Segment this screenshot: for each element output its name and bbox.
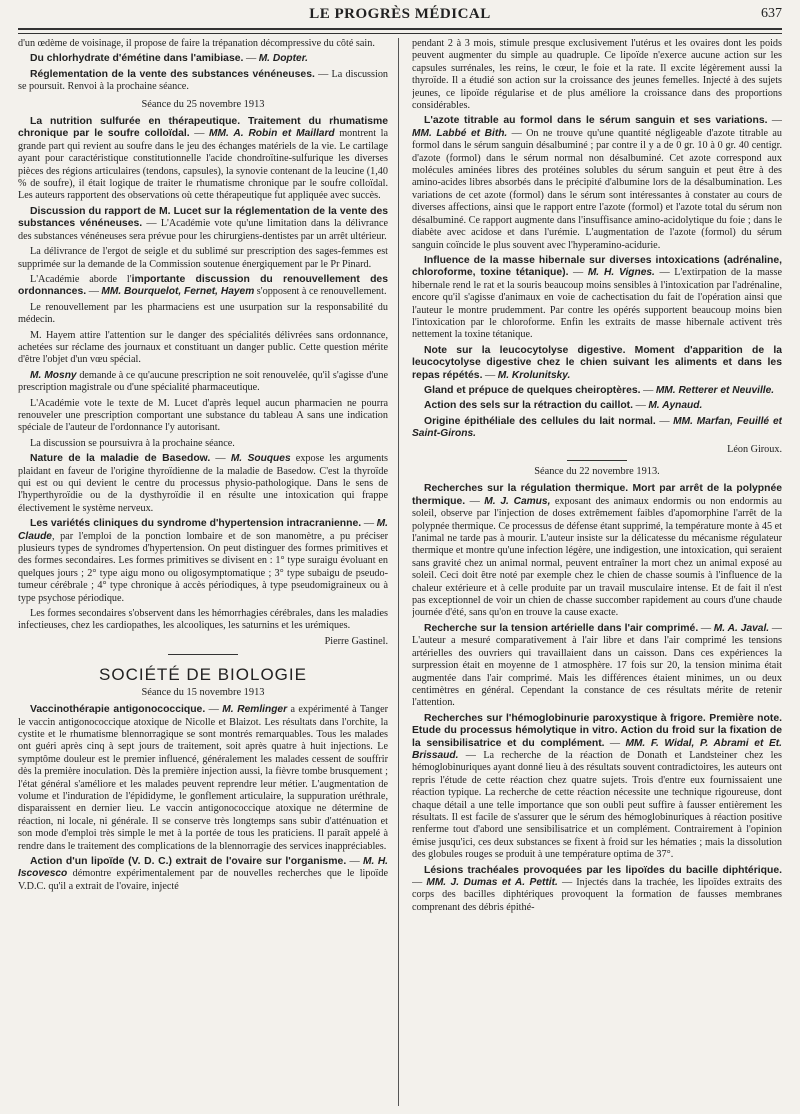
item-heading: Recherches sur la régulation thermique. Mort par arrêt de la polypnée thermique.	[412, 483, 782, 507]
author: MM. Bourquelot, Fernet, Hayem	[101, 286, 255, 298]
item-text: — L'extirpation de la masse hibernale rend le rat et la souris beaucoup moins sensibles à l'intoxication par l'adrénaline, encore qu'il s'agisse d'animaux en voie de cachectisation du fait de l'opération ainsi que l'auteur le montre prudemment. Par contre les opérés supportent beaucoup moins bien l'intoxication par le chloroforme. Enfin les extraits de masse hibernale activent très nettement la toxine tétanique.	[412, 267, 782, 341]
item-heading: Réglementation de la vente des substances vénéneuses.	[30, 68, 315, 80]
paragraph: Lésions trachéales provoquées par les lipoïdes du bacille diphtérique. — MM. J. Dumas et A. Pettit. — Injectés dans la trachée, les lipoïdes extraits des corps des bacilles diphtériques provoquent la formation de fausses membranes comprenant des débris épithé-	[412, 864, 782, 913]
item-heading: L'azote titrable au formol dans le sérum sanguin et ses variations.	[424, 115, 768, 127]
item-text: montrent la grande part qui revient au soufre dans le jeu des échanges matériels de la vie. Le cartilage ayant pour caractéristique constitutionnelle l'acide chondroïtine-sulfurique les diverses pièces des régions articulaires (tendons, capsules), la synovie contenant de la leucine (1,40 % de soufre), il était logique de traiter le rhumatisme chronique par le soufre colloïdal. Les auteurs rapportent des observations où cette thérapeutique fut appliquée avec succès.	[18, 128, 388, 202]
author: MM. Retterer et Neuville.	[655, 384, 775, 396]
paragraph: Les variétés cliniques du syndrome d'hypertension intracranienne. — M. Claude, par l'emploi de la ponction lombaire et de son manomètre, a pu préciser plusieurs types de syndromes d'hypertension. On peut distinguer des formes primitives et des formes secondaires. Les formes primitives se divisent en : 1° type suraigu évoluant en quelques jours ; 2° type aigu mono ou oligosymptomatique ; 3° type subaigu de pseudo-tumeur cérébrale ; 4° type chronique à accès périodiques, à type pseudomigraineux ou à type psychose périodique.	[18, 518, 388, 604]
item-heading: Recherches sur l'hémoglobinurie paroxystique à frigore. Première note. Etude du processus hémolytique in vitro. Action du froid sur la fixation de la sensibilisatrice et du complément.	[412, 712, 782, 749]
paragraph: La nutrition sulfurée en thérapeutique. Traitement du rhumatisme chronique par le soufre colloïdal. — MM. A. Robin et Maillard montrent la grande part qui revient au soufre dans le jeu des échanges matériels de la vie. Le cartilage ayant pour caractéristique constitutionnelle l'acide chondroïtine-sulfurique les diverses pièces des régions articulaires (tendons, capsules), la synovie contenant de la leucine (1,40 % de soufre), il était logique de traiter le rhumatisme chronique par le soufre colloïdal. Les auteurs rapportent des observations où cette thérapeutique fut appliquée avec succès.	[18, 116, 388, 202]
left-column	[18, 38, 388, 1108]
item-text: — Injectés dans la trachée, les lipoïdes extraits des corps des bacilles diphtériques provoquent la formation de fausses membranes comprenant des débris épithé-	[412, 877, 782, 913]
author: MM. Marfan, Feuillé et Saint-Girons.	[412, 415, 782, 440]
item-heading: Les variétés cliniques du syndrome d'hypertension intracranienne.	[30, 518, 362, 530]
paragraph: Recherche sur la tension artérielle dans l'air comprimé. — M. A. Javal. — L'auteur a mesuré comparativement à l'air libre et dans l'air comprimé les tensions artérielles des ouvriers qui travaillaient dans un caisson. Dans ces expériences la surpression était en moyenne de 1 atmosphère. 17 fois sur 20, la tension minima était augmentée dans l'air comprimé. Mais les différences étaient minimes, un ou deux centimètres en général. Cependant la constance de ces résultats mérite de retenir l'attention.	[412, 622, 782, 709]
item-heading: Note sur la leucocytolyse digestive. Moment d'apparition de la leucocytolyse digestive chez le chien suivant les aliments et dans les repas répétés.	[412, 344, 782, 381]
item-text: — La recherche de la réaction de Donath et Landsteiner chez les hémoglobinuriques ayant donné lieu à des résultats souvent contradictoires, les auteurs ont repris l'étude de cette réaction chez quatre sujets. Trois d'entre eux fournissaient une réaction typique. La recherche de cette réaction nécessite une technique rigoureuse, dont chaque détail a une telle importance que son oubli peut suffire à fausser entièrement les résultats. Il est facile de s'assurer que le sérum des hémoglobinuriques à réaction positive renferme tout d'abord une sensibilisatrice et un complément. Contrairement à l'opinion émise jusqu'ici, ces deux substances se fixent à froid sur les hématies ; mais la dissolution des globules rouges se produit à une température optima de 37°.	[412, 749, 782, 861]
paragraph: Recherches sur la régulation thermique. Mort par arrêt de la polypnée thermique. — M. J. Camus, exposant des animaux endormis ou non endormis au soleil, observe par l'injection de doses extrêmement faibles d'apomorphine l'arrêt de la polypnée thermique. Ce processus de défense étant supprimé, la température monte à 45 et l'animal ne tarde pas à mourir. L'auteur insiste sur la délicatesse du mécanisme régulateur thermique et montre qu'une infection légère, une indigestion, une intoxication, qui seraient sans gravité chez un animal normal, peuvent entraîner la mort chez un animal exposé au soleil. Ceci doit être noté par exemple chez le chien de chasse soumis à l'influence de la chaleur extérieure et à celle produite par un travail musculaire intense. Et de fait il n'est pas exceptionnel de voir un chien de chasse succomber rapidement au cours d'une chaude journée d'été, sans qu'on en trouve la cause exacte.	[412, 483, 782, 619]
paragraph: Action d'un lipoïde (V. D. C.) extrait de l'ovaire sur l'organisme. — M. H. Iscovesco démontre expérimentalement par de nouvelles recherches que le lipoïde V.D.C. qu'il a extrait de l'ovaire, injecté	[18, 855, 388, 892]
author: M. H. Iscovesco	[18, 855, 388, 880]
author: M. Souques	[230, 453, 291, 465]
paragraph: Du chlorhydrate d'émétine dans l'amibiase. — M. Dopter.	[30, 53, 308, 65]
session-date: Séance du 22 novembre 1913.	[534, 466, 660, 477]
author: M. Mosny	[30, 369, 77, 381]
paragraph: Vaccinothérapie antigonococcique. — M. Remlinger a expérimenté à Tanger le vaccin antigonococcique atoxique de Nicolle et Blaizot. Les résultats dans l'orchite, la cystite et le rhumatisme blennorragique se sont montrés remarquables. Tous les malades ont guéri après cinq à sept jours de traitement, soit après quatre à huit injections. Le symptôme douleur est le premier influencé, généralement les malades cessent de souffrir dès la première inoculation. Dès la première injection aussi, la fièvre tombe brusquement ; l'état général s'améliore et les malades peuvent reprendre leur métier. L'augmentation de volume et l'induration de l'épididyme, le gonflement articulaire, la suppuration uréthrale, disparaissent en dernier lieu. Le vaccin antigonococcique atoxique ne détermine de réaction, ni locale, ni générale. Il se conserve très longtemps sans subir d'atténuation et son mode d'emploi très simple le met à la portée de tous les praticiens. Il paraît appelé à rendre dans le traitement des complications de la blennorragie des services inappréciables.	[18, 704, 388, 852]
author: M. Remlinger	[222, 704, 288, 716]
item-text: s'opposent à ce renouvellement.	[254, 286, 387, 298]
item-text: — On ne trouve qu'une quantité négligeable d'azote titrable au formol dans le sérum sanguin désalbuminé ; par contre il y a de 0 gr. 10 à 0 gr. 40 centigr. d'azote (formol) dans le sérum normal non désalbuminé. Cet azote correspond aux molécules aminées libres des protéines solubles du sérum sanguin et peut être à des amino-acides libres absorbés dans le précipité d'albumine lors de la désalbumination. Les variations de cet azote (formol) dans le sérum sont intéressantes à constater au cours de diverses affections, ainsi que le rapport entre l'azote (formol) et l'azote total du sérum non désalbuminé. Ce rapport augmente dans l'insuffisance amino-acidolytique du foie ; dans le diabète avec acidose et dans l'urémie. L'augmentation de l'azote (formol) du sérum sanguin coïncide le plus souvent avec l'hyperamino-acidurie.	[412, 127, 782, 251]
session-date: Séance du 25 novembre 1913	[141, 98, 265, 110]
section-title: SOCIÉTÉ DE BIOLOGIE	[99, 665, 307, 685]
paragraph: La discussion se poursuivra à la prochaine séance.	[30, 437, 235, 449]
item-text: expose les arguments plaidant en faveur de l'origine thyroïdienne de la maladie de Basedow. C'est la thyroïde qui est ou qui devient le centre du processus physio-pathologique. Dans le sens de l'hyperthyroïdie ou de la dysthyroïdie il en résulte une intoxication qui frappe électivement le système nerveux.	[18, 453, 388, 514]
paragraph: Origine épithéliale des cellules du lait normal. — MM. Marfan, Feuillé et Saint-Girons.	[412, 415, 782, 440]
item-text: demande à ce qu'aucune prescription ne soit renouvelée, qu'il s'agisse d'une prescription magistrale ou d'une spécialité pharmaceutique.	[18, 369, 388, 394]
author: MM. Labbé et Bith.	[412, 127, 508, 139]
item-text: — L'auteur a mesuré comparativement à l'air libre et dans l'air comprimé les tensions artérielles des ouvriers qui travaillaient dans un caisson. Dans ces expériences la surpression était en moyenne de 1 atmosphère. 17 fois sur 20, la tension minima était augmentée dans l'air comprimé. Mais les différences étaient minimes, un ou deux centimètres en général. Cependant la constance de ces résultats mérite de retenir l'attention.	[412, 622, 782, 709]
paragraph: Note sur la leucocytolyse digestive. Moment d'apparition de la leucocytolyse digestive chez le chien suivant les aliments et dans les repas répétés. — M. Krolunitsky.	[412, 344, 782, 381]
author: MM. J. Dumas et A. Pettit.	[426, 877, 558, 888]
session-date: Séance du 15 novembre 1913	[141, 686, 265, 698]
page-number: 637	[761, 6, 782, 21]
item-heading: Lésions trachéales provoquées par les lipoïdes du bacille diphtérique.	[424, 864, 782, 876]
item-text: L'Académie aborde l'	[30, 273, 132, 285]
paragraph	[18, 69, 388, 94]
paragraph: L'Académie aborde l'importante discussion du renouvellement des ordonnances. — MM. Bourquelot, Fernet, Hayem s'opposent à ce renouvellement.	[18, 273, 388, 298]
signature: Léon Giroux.	[727, 443, 782, 455]
paragraph: pendant 2 à 3 mois, stimule presque exclusivement l'utérus et les ovaires dont les poids peuvent augmenter du simple au quadruple. Ce lipoïde n'exerce aucune action sur les capsules surrénales, les reins, le cœur, le foie et la rate. Il excite légèrement aussi la thyroïde. Il a étudié son action sur la croissance des jeunes femelles. Injecté à des sujets jeunes, ce lipoïde régularise et de plus améliore la croissance dans des proportions considérables.	[412, 38, 782, 112]
paragraph: Le renouvellement par les pharmaciens est une usurpation sur la responsabilité du médecin.	[18, 301, 388, 326]
item-heading: Origine épithéliale des cellules du lait normal.	[424, 415, 656, 427]
paragraph: La délivrance de l'ergot de seigle et du sublimé sur prescription des sages-femmes est supprimée sur la demande de la Commission soutenue énergiquement par le Pr Pinard.	[18, 246, 388, 270]
item-heading: La nutrition sulfurée en thérapeutique. Traitement du rhumatisme chronique par le soufre colloïdal.	[18, 116, 388, 140]
author: M. Claude	[18, 518, 388, 542]
author: M. Dopter.	[258, 53, 308, 65]
paragraph: M. Hayem attire l'attention sur le danger des spécialités délivrées sans ordonnance, achetées sur réclame des journaux et constituant un danger public. Cette question mérite d'être l'objet d'un vœu spécial.	[18, 329, 388, 366]
paragraph: Nature de la maladie de Basedow. — M. Souques expose les arguments plaidant en faveur de l'origine thyroïdienne de la maladie de Basedow. C'est la thyroïde qui est ou qui devient le centre du processus physio-pathologique. Dans le sens de l'hyperthyroïdie ou de la dysthyroïdie il en résulte une intoxication qui frappe électivement le système nerveux.	[18, 453, 388, 514]
author: M. J. Camus,	[484, 495, 551, 507]
item-heading: Influence de la masse hibernale sur diverses intoxications (adrénaline, chloroforme, toxine tétanique).	[412, 254, 782, 279]
paragraph: Influence de la masse hibernale sur diverses intoxications (adrénaline, chloroforme, toxine tétanique). — M. H. Vignes. — L'extirpation de la masse hibernale rend le rat et la souris beaucoup moins sensibles à l'intoxication par l'adrénaline, encore qu'il s'agisse d'animaux en voie de cachectisation du fait de l'opération ainsi que l'auteur le montre prudemment. Par contre les opérés supportent beaucoup moins bien l'intoxication par le chloroforme. Enfin les extraits de masse hibernale activent très nettement la toxine tétanique.	[412, 254, 782, 341]
paragraph	[18, 370, 388, 395]
author: M. Aynaud.	[648, 400, 703, 412]
author: MM. A. Robin et Maillard	[209, 128, 335, 140]
section-rule	[567, 460, 627, 461]
item-heading: Recherche sur la tension artérielle dans l'air comprimé.	[424, 622, 699, 634]
page-header	[18, 6, 782, 28]
paragraph: Recherches sur l'hémoglobinurie paroxystique à frigore. Première note. Etude du processus hémolytique in vitro. Action du froid sur la fixation de la sensibilisatrice et du complément. — MM. F. Widal, P. Abrami et Et. Brissaud. — La recherche de la réaction de Donath et Landsteiner chez les hémoglobinuriques ayant donné lieu à des résultats souvent contradictoires, les auteurs ont repris l'étude de cette réaction chez quatre sujets. Trois d'entre eux fournissaient une réaction typique. La recherche de cette réaction nécessite une technique rigoureuse, dont chaque détail a une telle importance que son oubli peut suffire à fausser entièrement les résultats. Il est facile de s'assurer que le sérum des hémoglobinuriques à réaction positive renferme tout d'abord une sensibilisatrice et un complément. Contrairement à l'opinion émise jusqu'ici, ces deux substances se fixent à froid sur les hématies ; mais la dissolution des globules rouges se produit à une température optima de 37°.	[412, 712, 782, 861]
item-heading: Du chlorhydrate d'émétine dans l'amibiase.	[30, 53, 244, 65]
item-heading: Discussion du rapport de M. Lucet sur la réglementation de la vente des substances vénéneuses.	[18, 205, 388, 230]
author: M. Krolunitsky.	[497, 369, 571, 381]
item-heading: importante discussion du renouvellement des ordonnances.	[18, 273, 388, 298]
item-heading: Vaccinothérapie antigonococcique.	[30, 704, 206, 716]
item-text: — L'Académie vote qu'une limitation dans la délivrance des substances vénéneuses sera prévue pour les chirurgiens-dentistes par un arrêt ultérieur.	[18, 218, 388, 242]
item-text: démontre expérimentalement par de nouvelles recherches que le lipoïde V.D.C. qu'il a extrait de l'ovaire, injecté	[18, 868, 388, 892]
item-text: exposant des animaux endormis ou non endormis au soleil, observe par l'injection de doses extrêmement faibles d'apomorphine l'arrêt de la polypnée thermique. Ce processus de défense étant supprimé, la température monte à 45 et l'animal ne tarde pas à mourir. L'auteur insiste sur la délicatesse du mécanisme régulateur thermique et montre qu'une infection légère, une indigestion, une intoxication, qui seraient sans gravité chez un animal normal, peuvent entraîner la mort chez un animal exposé au soleil. Ceci doit être noté par exemple chez le chien de chasse soumis à l'influence de la chaleur extérieure et à celle produite par un travail musculaire intense. Et de fait il n'est pas exceptionnel de voir un chien de chasse succomber rapidement au cours d'une chaude journée d'été, sans qu'on en trouve la cause exacte.	[412, 495, 782, 619]
author: M. H. Vignes.	[587, 267, 655, 279]
header-rule-thin	[18, 33, 782, 34]
item-text: a expérimenté à Tanger le vaccin antigonococcique atoxique de Nicolle et Blaizot. Les résultats dans l'orchite, la cystite et le rhumatisme blennorragique se sont montrés remarquables. Tous les malades ont guéri après cinq à sept jours de traitement, soit après quatre à huit injections. Le symptôme douleur est le premier influencé, généralement les malades cessent de souffrir dès la première inoculation. Dès la première injection aussi, la fièvre tombe brusquement ; l'état général s'améliore et les malades peuvent reprendre leur métier. L'augmentation de volume et l'induration de l'épididyme, le gonflement articulaire, la suppuration uréthrale, disparaissent en dernier lieu. Le vaccin antigonococcique atoxique ne détermine de réaction, ni locale, ni générale. Il se conserve très longtemps sans subir d'atténuation et son mode d'emploi très simple le met à la portée de tous les praticiens. Il paraît appelé à rendre dans le traitement des complications de la blennorragie des services inappréciables.	[18, 704, 388, 852]
item-heading: Gland et prépuce de quelques cheiroptères.	[424, 384, 641, 396]
item-text: , par l'emploi de la ponction lombaire et de son manomètre, a pu préciser plusieurs types de syndromes d'hypertension. On peut distinguer des formes primitives et des formes secondaires. Les formes primitives se divisent en : 1° type suraigu évoluant en quelques jours ; 2° type aigu mono ou oligosymptomatique ; 3° type subaigu de pseudo-tumeur cérébrale ; 4° type chronique à accès périodiques, à type pseudomigraineux ou à type psychose périodique.	[18, 530, 388, 604]
signature: Pierre Gastinel.	[324, 635, 388, 647]
paragraph: L'azote titrable au formol dans le sérum sanguin et ses variations. — MM. Labbé et Bith. — On ne trouve qu'une quantité négligeable d'azote titrable au formol dans le sérum sanguin désalbuminé ; par contre il y a de 0 gr. 10 à 0 gr. 40 centigr. d'azote (formol) dans le sérum normal non désalbuminé. Cet azote correspond aux molécules aminées libres des protéines solubles du sérum sanguin et peut être à des amino-acides libres absorbés dans le précipité d'albumine lors de la désalbumination. Les variations de cet azote (formol) dans le sérum sont intéressantes à constater au cours de diverses affections, ainsi que le rapport entre l'azote (formol) et l'azote total du sérum non désalbuminé. Ce rapport augmente dans l'insuffisance amino-acidolytique du foie ; dans le diabète avec acidose et dans l'urémie. L'augmentation de l'azote (formol) du sérum sanguin coïncide le plus souvent avec l'hyperamino-acidurie.	[412, 115, 782, 251]
section-rule	[168, 654, 238, 655]
paragraph: Les formes secondaires s'observent dans les hémorrhagies cérébrales, dans les maladies infectieuses, chez les cardiopathes, les alcooliques, les saturnins et les urémiques.	[18, 608, 388, 632]
item-text: — La discussion se poursuit. Renvoi à la prochaine séance.	[18, 68, 388, 93]
author: MM. F. Widal, P. Abrami et Et. Brissaud.	[412, 737, 782, 761]
column-divider	[398, 38, 399, 1106]
item-heading: Action des sels sur la rétraction du caillot.	[424, 400, 634, 412]
paragraph: Action des sels sur la rétraction du caillot. — M. Aynaud.	[424, 400, 703, 412]
header-rule	[18, 28, 782, 30]
paragraph	[18, 206, 388, 243]
paragraph: d'un œdème de voisinage, il propose de faire la trépanation décompressive du côté sain.	[18, 38, 375, 49]
item-heading: Nature de la maladie de Basedow.	[30, 453, 211, 465]
author: M. A. Javal.	[713, 622, 770, 634]
right-column	[412, 38, 782, 1108]
journal-title: LE PROGRÈS MÉDICAL	[309, 6, 491, 22]
item-heading: Action d'un lipoïde (V. D. C.) extrait de l'ovaire sur l'organisme.	[30, 855, 347, 867]
paragraph: L'Académie vote le texte de M. Lucet d'après lequel aucun pharmacien ne pourra renouveler une prescription comportant une substance du tableau A sans une indication spéciale de l'auteur de l'ordonnance l'y autorisant.	[18, 397, 388, 434]
paragraph: Gland et prépuce de quelques cheiroptères. — MM. Retterer et Neuville.	[424, 384, 775, 396]
